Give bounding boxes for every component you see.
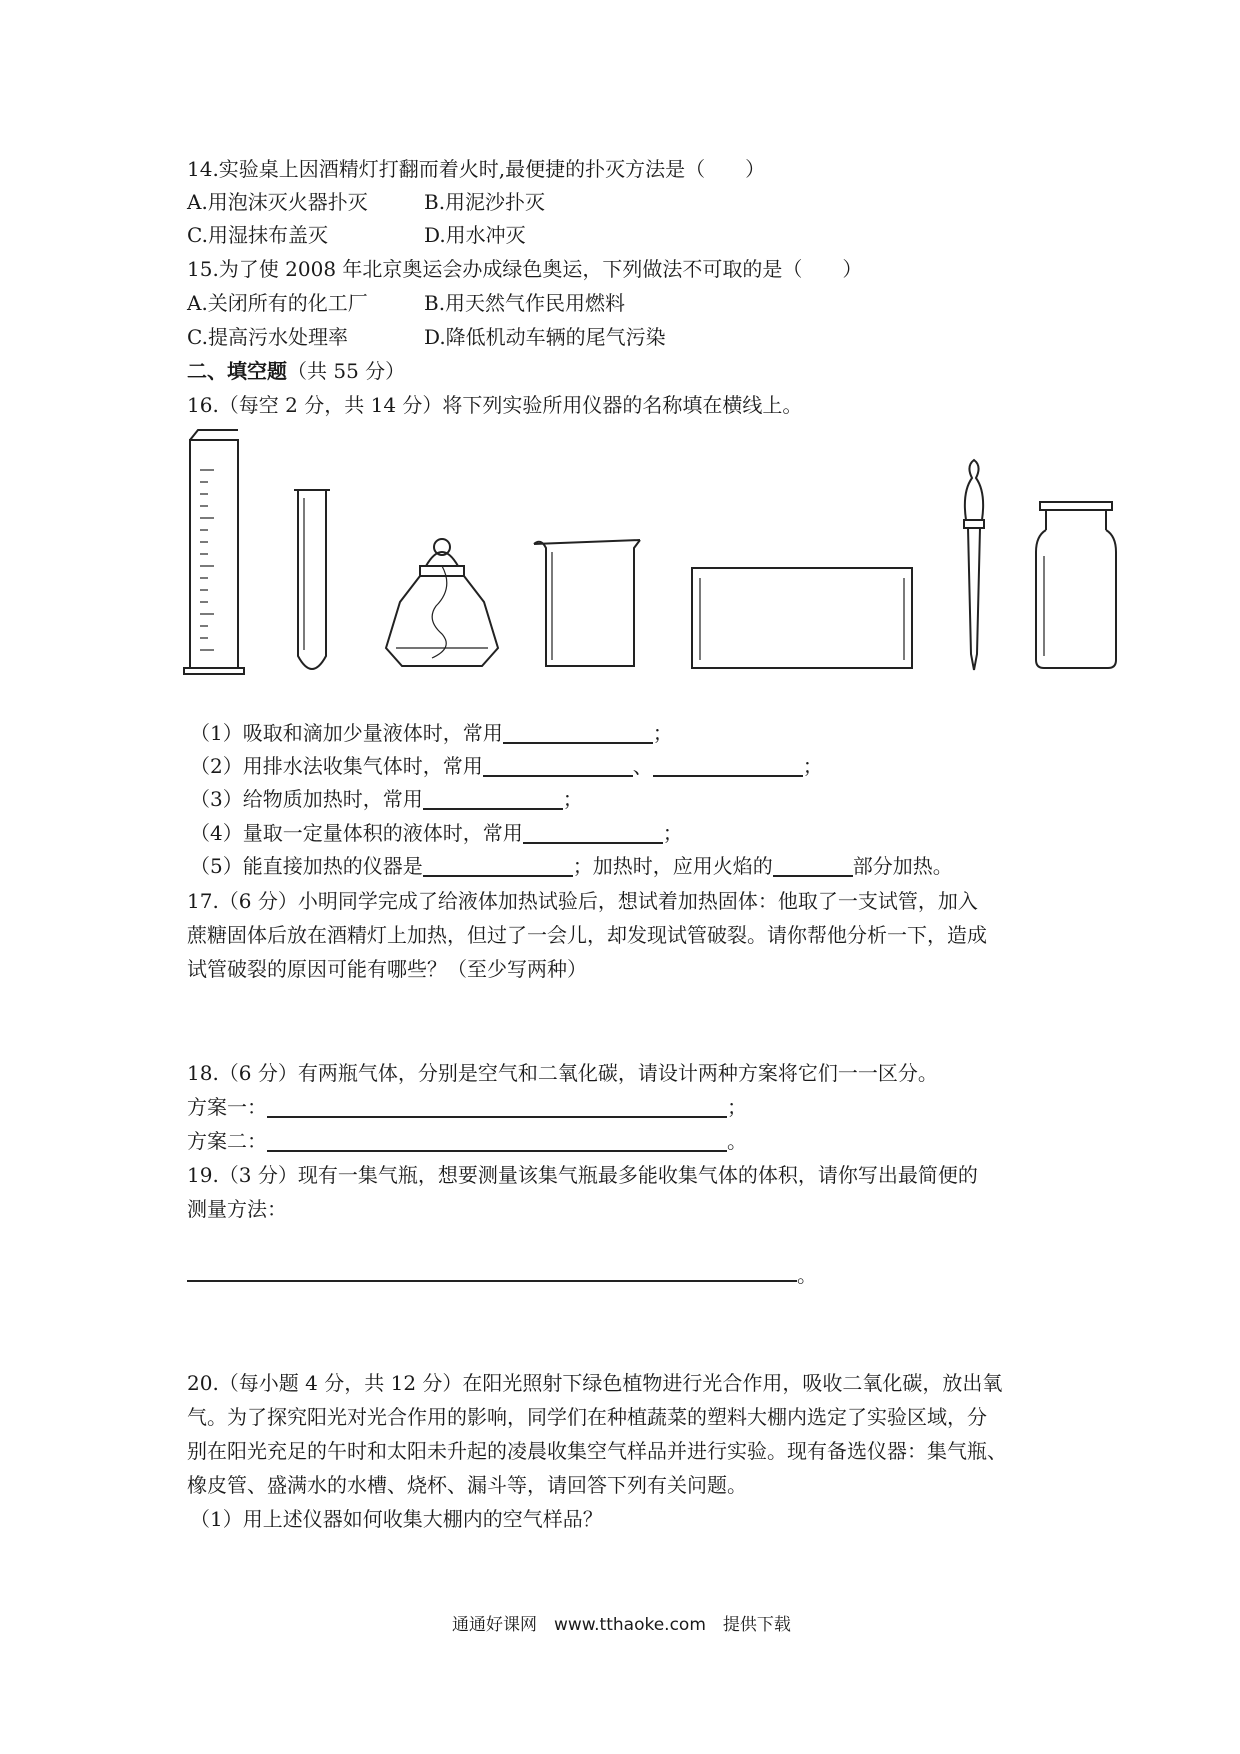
q20-sub1: （1）用上述仪器如何收集大棚内的空气样品？: [190, 1507, 603, 1531]
q18-plan2-end: 。: [727, 1129, 747, 1153]
q16-sub3-text: （3）给物质加热时，常用: [190, 787, 423, 811]
q19-answer-line[interactable]: [187, 1280, 797, 1282]
q16-sub5-text: （5）能直接加热的仪器是: [190, 854, 423, 878]
section-heading: [187, 358, 405, 384]
q16-sub2: [190, 753, 823, 779]
section-title: 二、填空题: [187, 359, 287, 383]
test-tube-icon: [294, 490, 330, 669]
q20-line1: 20.（每小题 4 分，共 12 分）在阳光照射下绿色植物进行光合作用，吸收二氧化碳，放出氧: [187, 1371, 1003, 1395]
q16-sub5-mid: ；加热时，应用火焰的: [572, 854, 773, 878]
q19-line2: 测量方法：: [187, 1197, 287, 1221]
q15-option-a: A.关闭所有的化工厂: [187, 291, 368, 315]
answer-blank[interactable]: [773, 855, 853, 877]
q16-sub5: [190, 853, 953, 879]
q20-line4: 橡皮管、盛满水的水槽、烧杯、漏斗等，请回答下列有关问题。: [187, 1473, 747, 1497]
apparatus-figure: [0, 420, 1240, 680]
q19-line1: 19.（3 分）现有一集气瓶，想要测量该集气瓶最多能收集气体的体积，请你写出最简便的: [187, 1163, 978, 1187]
q17-line3: 试管破裂的原因可能有哪些？（至少写两种）: [187, 957, 587, 981]
q18-plan1: [187, 1094, 747, 1120]
q20-line3: 别在阳光充足的午时和太阳未升起的凌晨收集空气样品并进行实验。现有备选仪器：集气瓶、: [187, 1439, 1007, 1463]
dropper-icon: [964, 460, 984, 670]
q15-option-b: B.用天然气作民用燃料: [424, 291, 626, 315]
q20-line2: 气。为了探究阳光对光合作用的影响，同学们在种植蔬菜的塑料大棚内选定了实验区域，分: [187, 1405, 987, 1429]
q14-stem: 14.实验桌上因酒精灯打翻而着火时,最便捷的扑灭方法是（ ）: [187, 157, 766, 181]
answer-blank[interactable]: [653, 755, 803, 777]
q15-option-d: D.降低机动车辆的尾气污染: [424, 325, 666, 349]
q18-plan1-label: 方案一：: [187, 1095, 267, 1119]
q18-plan1-end: ；: [727, 1095, 747, 1119]
q15-option-c: C.提高污水处理率: [187, 325, 348, 349]
q16-sub2-end: ；: [802, 754, 823, 778]
q14-option-c: C.用湿抹布盖灭: [187, 223, 328, 247]
answer-blank[interactable]: [423, 788, 563, 810]
q18-plan2-label: 方案二：: [187, 1129, 267, 1153]
answer-blank[interactable]: [523, 822, 663, 844]
q15-stem: 15.为了使 2008 年北京奥运会办成绿色奥运，下列做法不可取的是（ ）: [187, 257, 863, 281]
alcohol-lamp-icon: [386, 539, 498, 666]
q14-option-d: D.用水冲灭: [424, 223, 526, 247]
q16-sub4: [190, 820, 683, 846]
beaker-icon: [534, 540, 640, 666]
gas-collecting-bottle-icon: [1036, 502, 1116, 668]
q16-sub2-sep: 、: [632, 754, 653, 778]
q16-sub3-end: ；: [562, 787, 583, 811]
answer-blank[interactable]: [483, 755, 633, 777]
q19-end: 。: [797, 1263, 817, 1287]
q16-sub4-end: ；: [662, 821, 683, 845]
graduated-cylinder-icon: [184, 430, 244, 674]
q16-sub5-end: 部分加热。: [852, 854, 953, 878]
section-score: （共 55 分）: [287, 359, 406, 383]
answer-blank[interactable]: [267, 1096, 727, 1118]
water-trough-icon: [692, 568, 912, 668]
q16-stem: 16.（每空 2 分，共 14 分）将下列实验所用仪器的名称填在横线上。: [187, 393, 803, 417]
q18-plan2: [187, 1128, 747, 1154]
answer-blank[interactable]: [423, 855, 573, 877]
answer-blank[interactable]: [503, 722, 653, 744]
q16-sub1-end: ；: [652, 721, 673, 745]
q16-sub2-text: （2）用排水法收集气体时，常用: [190, 754, 483, 778]
q16-sub1-text: （1）吸取和滴加少量液体时，常用: [190, 721, 503, 745]
q16-sub4-text: （4）量取一定量体积的液体时，常用: [190, 821, 523, 845]
q17-line1: 17.（6 分）小明同学完成了给液体加热试验后，想试着加热固体：他取了一支试管，加入: [187, 889, 978, 913]
q14-option-a: A.用泡沫灭火器扑灭: [187, 190, 368, 214]
q16-sub3: [190, 786, 583, 812]
q14-option-b: B.用泥沙扑灭: [424, 190, 546, 214]
q18-stem: 18.（6 分）有两瓶气体，分别是空气和二氧化碳，请设计两种方案将它们一一区分。: [187, 1061, 938, 1085]
q16-sub1: [190, 720, 673, 746]
q17-line2: 蔗糖固体后放在酒精灯上加热，但过了一会儿，却发现试管破裂。请你帮他分析一下，造成: [187, 923, 987, 947]
answer-blank[interactable]: [267, 1130, 727, 1152]
page-footer: 通通好课网 www.tthaoke.com 提供下载: [452, 1615, 791, 1635]
